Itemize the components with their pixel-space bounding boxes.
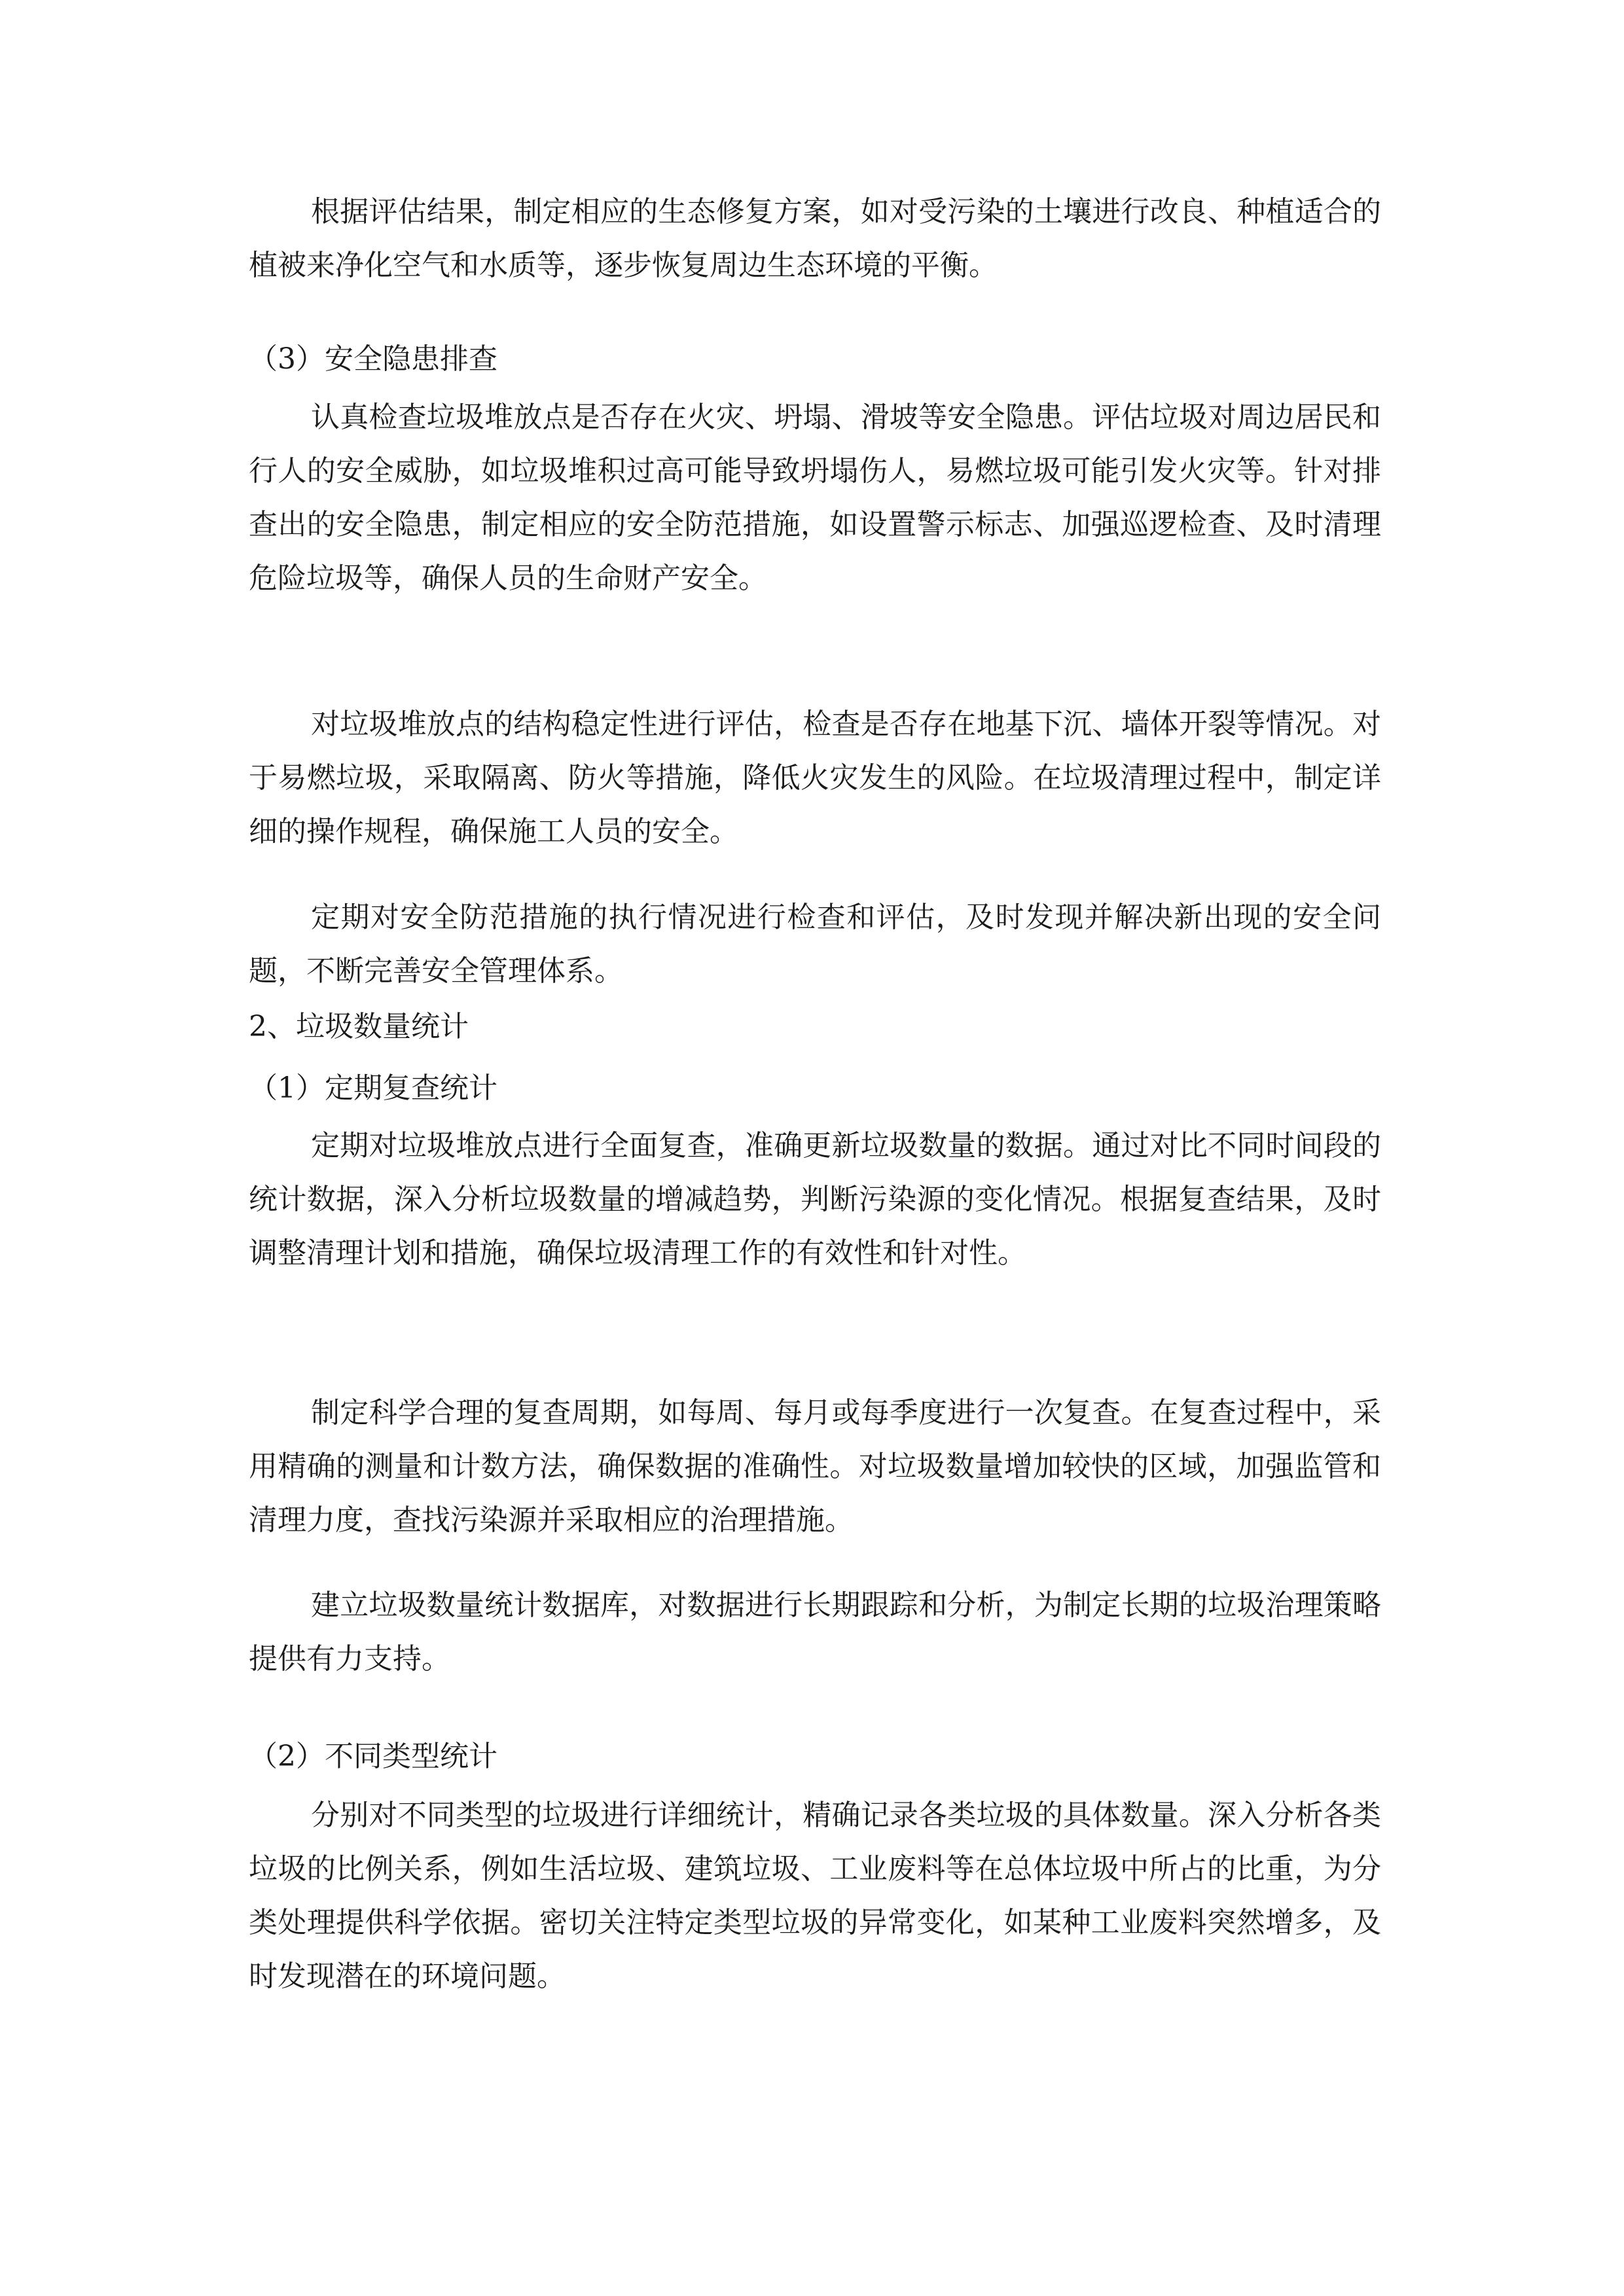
paragraph-text: 定期对垃圾堆放点进行全面复查，准确更新垃圾数量的数据。通过对比不同时间段的统计数据，深入分析垃圾数量的增减趋势，判断污染源的变化情况。根据复查结果，及时调整清理计划和措施，确保垃圾清理工作的有效性和针对性。 (249, 1129, 1381, 1270)
paragraph-statistics-database (249, 1579, 1381, 1686)
paragraph-text: 对垃圾堆放点的结构稳定性进行评估，检查是否存在地基下沉、墙体开裂等情况。对于易燃垃圾，采取隔离、防火等措施，降低火灾发生的风险。在垃圾清理过程中，制定详细的操作规程，确保施工人员的安全。 (249, 708, 1381, 848)
heading-garbage-quantity-statistics (249, 1000, 1381, 1054)
heading-periodic-review-statistics (249, 1062, 1381, 1115)
heading-text: （3）安全隐患排查 (249, 342, 497, 376)
paragraph-text: 分别对不同类型的垃圾进行详细统计，精确记录各类垃圾的具体数量。深入分析各类垃圾的比例关系，例如生活垃圾、建筑垃圾、工业废料等在总体垃圾中所占的比重，为分类处理提供科学依据。密切关注特定类型垃圾的异常变化，如某种工业废料突然增多，及时发现潜在的环境问题。 (249, 1799, 1381, 1993)
paragraph-ecological-restoration (249, 185, 1381, 293)
paragraph-periodic-review (249, 1119, 1381, 1280)
heading-safety-hazard-check (249, 332, 1381, 386)
paragraph-text: 认真检查垃圾堆放点是否存在火灾、坍塌、滑坡等安全隐患。评估垃圾对周边居民和行人的安全威胁，如垃圾堆积过高可能导致坍塌伤人，易燃垃圾可能引发火灾等。针对排查出的安全隐患，制定相应的安全防范措施，如设置警示标志、加强巡逻检查、及时清理危险垃圾等，确保人员的生命财产安全。 (249, 401, 1381, 595)
heading-text: （1）定期复查统计 (249, 1071, 497, 1105)
paragraph-safety-inspection (249, 391, 1381, 605)
paragraph-text: 根据评估结果，制定相应的生态修复方案，如对受污染的土壤进行改良、种植适合的植被来净化空气和水质等，逐步恢复周边生态环境的平衡。 (249, 195, 1381, 282)
heading-text: （2）不同类型统计 (249, 1740, 497, 1773)
paragraph-text: 建立垃圾数量统计数据库，对数据进行长期跟踪和分析，为制定长期的垃圾治理策略提供有力支持。 (249, 1588, 1381, 1676)
paragraph-safety-review (249, 891, 1381, 998)
paragraph-text: 制定科学合理的复查周期，如每周、每月或每季度进行一次复查。在复查过程中，采用精确的测量和计数方法，确保数据的准确性。对垃圾数量增加较快的区域，加强监管和清理力度，查找污染源并采取相应的治理措施。 (249, 1396, 1381, 1537)
paragraph-text: 定期对安全防范措施的执行情况进行检查和评估，及时发现并解决新出现的安全问题，不断完善安全管理体系。 (249, 901, 1381, 988)
paragraph-type-statistics (249, 1789, 1381, 2003)
paragraph-review-cycle (249, 1386, 1381, 1547)
heading-type-statistics (249, 1730, 1381, 1784)
heading-text: 2、垃圾数量统计 (249, 1010, 469, 1043)
paragraph-structural-stability (249, 698, 1381, 859)
